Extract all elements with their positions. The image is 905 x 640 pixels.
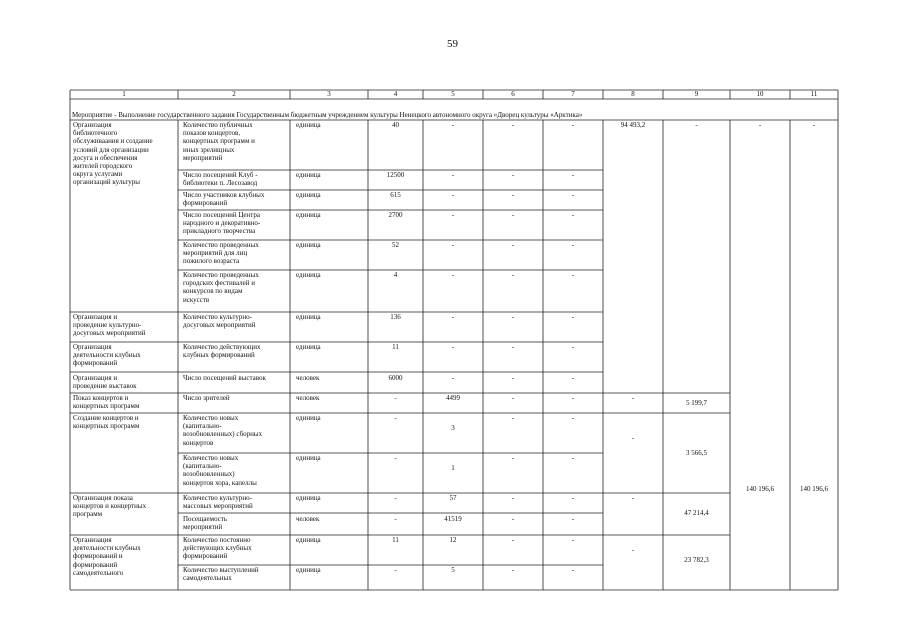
column-number: 11 (810, 90, 818, 98)
table-cell: - (394, 566, 397, 574)
column-number: 5 (451, 90, 455, 98)
table-cell: Организация библиотечного обслуживаания и создание условий для организации досуга и обеспечения жителей городского округа услугами организаций культуры (73, 121, 153, 187)
table-cell: единица (296, 566, 321, 574)
table-cell: единица (296, 211, 321, 219)
table-cell: - (394, 454, 397, 462)
table-cell: 615 (390, 191, 401, 199)
page-number: 59 (447, 38, 458, 50)
table-cell: - (511, 271, 515, 279)
table-cell: - (511, 494, 515, 502)
table-cell: Число посещений Клуб - библиотеки п. Лесозавод (183, 171, 258, 188)
table-cell: - (758, 121, 762, 129)
table-cell: 41519 (444, 515, 462, 523)
table-cell: - (571, 241, 575, 249)
column-number: 8 (631, 90, 635, 98)
table-cell: Количество проведенных городских фестивалей и конкурсов по видам искусств (183, 271, 259, 304)
table-cell: 2700 (388, 211, 403, 219)
table-cell: Организация и проведение культурно- досуговых мероприятий (73, 313, 146, 338)
table-cell: - (571, 454, 575, 462)
table-cell: - (511, 536, 515, 544)
table-cell: Показ концертов и концертных программ (73, 394, 140, 411)
table-cell: - (511, 241, 515, 249)
table-cell: - (511, 454, 515, 462)
table-cell: 3 (451, 424, 455, 432)
table-cell: 4499 (446, 394, 460, 402)
table-cell: - (451, 343, 455, 351)
table-cell: Посещаемость мероприятий (183, 515, 228, 532)
table-cell: единица (296, 343, 321, 351)
table-cell: единица (296, 414, 321, 422)
table-cell: Количество новых (капитально- возобновленных) сборных концертов (183, 414, 263, 447)
table-cell: Количество публичных показов концертов, концертных программ и иных зрелищных мероприятий (183, 121, 255, 162)
table-cell: - (451, 241, 455, 249)
table-cell: 3 566,5 (686, 449, 707, 457)
column-number: 6 (511, 90, 515, 98)
table-cell: - (451, 271, 455, 279)
table-cell: 6000 (388, 374, 403, 382)
table-cell: - (511, 121, 515, 129)
table-cell: - (571, 121, 575, 129)
table-cell: - (812, 121, 816, 129)
table-cell: Число участников клубных формирований (183, 191, 265, 208)
table-cell: - (571, 211, 575, 219)
table-cell: человек (296, 394, 320, 402)
table-cell: - (571, 343, 575, 351)
table-cell: 57 (449, 494, 457, 502)
table-cell: 11 (392, 343, 399, 351)
table-cell: единица (296, 271, 321, 279)
table-cell: 23 782,3 (684, 556, 709, 564)
table-cell: Число посещений Центра народного и декоративно- прикладного творчества (183, 211, 261, 236)
table-cell: 4 (393, 271, 398, 279)
table-cell: Количество культурно- досуговых мероприятий (183, 313, 256, 330)
table-cell: Количество культурно- массовых мероприятий (183, 494, 253, 511)
table-cell: - (571, 191, 575, 199)
column-number: 4 (393, 90, 398, 98)
table-cell: - (511, 414, 515, 422)
table-cell: Число посещений выставок (183, 374, 266, 382)
table-cell: человек (296, 374, 320, 382)
table-cell: Организация деятельности клубных формирований и формирований самодеятельного (73, 536, 141, 577)
table-cell: Организация показа концертов и концертных программ (73, 494, 147, 519)
table-cell: - (631, 546, 635, 554)
table-cell: - (511, 313, 515, 321)
table-cell: Количество выступлений самодеятельных (183, 566, 259, 583)
table-cell: - (511, 515, 515, 523)
table-cell: 12500 (386, 171, 405, 179)
table-cell: единица (296, 494, 321, 502)
table-cell: - (695, 121, 698, 129)
column-number: 1 (122, 90, 126, 98)
table-cell: - (451, 191, 455, 199)
table-cell: Количество новых (капитально- возобновленных) концертов хора, капеллы (183, 454, 257, 487)
table-cell: Количество действующих клубных формирований (183, 343, 261, 360)
table-cell: - (394, 515, 397, 523)
table-cell: - (571, 494, 575, 502)
table-cell: единица (296, 536, 321, 544)
table-cell: - (511, 566, 515, 574)
column-number: 3 (327, 90, 331, 98)
table-cell: Количество постоянно действующих клубных формирований (183, 536, 252, 561)
table-cell: - (571, 536, 575, 544)
table-cell: - (511, 343, 515, 351)
column-number: 7 (571, 90, 575, 98)
table-cell: 94 493,2 (620, 121, 646, 129)
table-cell: - (451, 121, 455, 129)
table-cell: - (511, 171, 515, 179)
column-number: 10 (756, 90, 764, 98)
table-cell: - (571, 394, 575, 402)
table-cell: единица (296, 241, 321, 249)
table-cell: Создание концертов и концертных программ (73, 414, 140, 431)
table-cell: человек (296, 515, 320, 523)
table-cell: Организация деятельности клубных формирований (73, 343, 141, 368)
table-cell: - (571, 515, 575, 523)
table-cell: 5 (451, 566, 455, 574)
table-cell: - (571, 414, 575, 422)
table-cell: - (571, 566, 575, 574)
event-title: Мероприятие - Выполнение государственного задания Государственным бюджетным учреждением культуры Ненецкого автономного округа «Дворец культуры «Арктика» (72, 111, 583, 119)
table-cell: - (511, 394, 515, 402)
table-cell: - (571, 313, 575, 321)
table-cell: Число зрителей (183, 394, 230, 402)
table-cell: - (511, 211, 515, 219)
table-cell: 140 196,6 (800, 485, 828, 493)
table-cell: единица (296, 454, 321, 462)
table-cell: - (451, 313, 455, 321)
table-cell: Количество проведенных мероприятий для лиц пожилого возраста (183, 241, 259, 266)
table-cell: - (631, 434, 635, 442)
table-cell: 1 (451, 464, 455, 472)
table-cell: 136 (390, 313, 401, 321)
table-cell: единица (296, 171, 321, 179)
table-cell: Организация и проведение выставок (73, 374, 137, 391)
table-cell: - (451, 374, 455, 382)
table-cell: единица (296, 191, 321, 199)
table-cell: - (511, 191, 515, 199)
table-cell: единица (296, 313, 321, 321)
table-cell: - (571, 171, 575, 179)
column-number: 9 (694, 90, 699, 98)
table-cell: 52 (392, 241, 399, 249)
table-cell: - (451, 211, 455, 219)
table-cell: 11 (392, 536, 399, 544)
table-cell: 40 (392, 121, 399, 129)
table-cell: - (631, 394, 635, 402)
column-number: 2 (232, 90, 236, 98)
table-cell: 47 214,4 (684, 509, 709, 517)
table-cell: - (394, 414, 397, 422)
table-cell: 140 196,6 (746, 485, 774, 493)
table-cell: - (394, 494, 397, 502)
table-cell: - (571, 271, 575, 279)
table-cell: - (511, 374, 515, 382)
table-cell: 12 (449, 536, 457, 544)
table-cell: - (571, 374, 575, 382)
table-cell: - (631, 494, 635, 502)
table-cell: 5 199,7 (686, 399, 707, 407)
table-cell: единица (296, 121, 321, 129)
table-cell: - (394, 394, 397, 402)
table-cell: - (451, 171, 455, 179)
